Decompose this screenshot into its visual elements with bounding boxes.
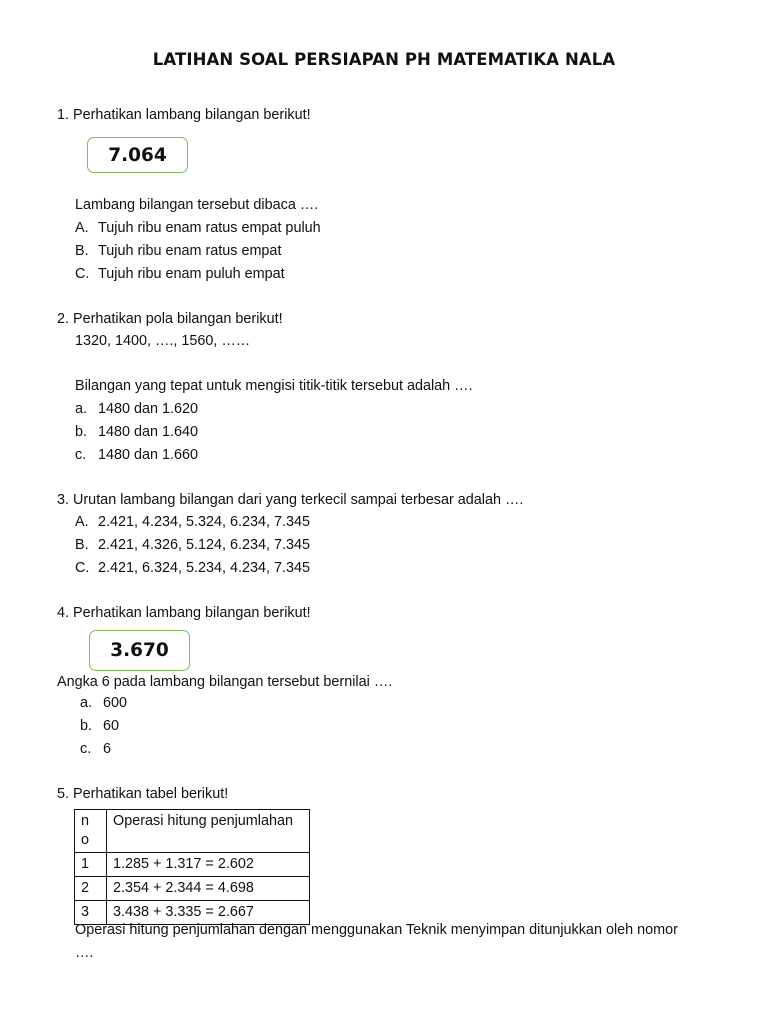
table-cell-op: 3.438 + 3.335 = 2.667 bbox=[107, 901, 310, 925]
option-text: Tujuh ribu enam puluh empat bbox=[98, 266, 285, 282]
q2-question: Bilangan yang tepat untuk mengisi titik-titik tersebut adalah …. bbox=[75, 378, 473, 394]
table-header-row bbox=[75, 810, 310, 853]
addition-table bbox=[74, 809, 310, 925]
option-text: Tujuh ribu enam ratus empat puluh bbox=[98, 220, 321, 236]
table-header-no bbox=[75, 810, 107, 853]
q2-option-a[interactable] bbox=[75, 400, 198, 418]
q4-question: Angka 6 pada lambang bilangan tersebut bernilai …. bbox=[57, 674, 393, 690]
q4-option-b[interactable] bbox=[80, 717, 119, 735]
option-text: 1480 dan 1.620 bbox=[98, 401, 199, 417]
header-no-line2: o bbox=[81, 832, 90, 848]
table-cell-op: 2.354 + 2.344 = 4.698 bbox=[107, 877, 310, 901]
table-cell-no: 2 bbox=[75, 877, 107, 901]
option-text: 60 bbox=[103, 718, 120, 734]
option-text: 1480 dan 1.640 bbox=[98, 424, 199, 440]
option-letter: b. bbox=[75, 424, 88, 440]
option-letter: C. bbox=[75, 560, 90, 576]
q2-stem: 2. Perhatikan pola bilangan berikut! bbox=[57, 311, 283, 327]
option-text: 1480 dan 1.660 bbox=[98, 447, 199, 463]
q3-option-b[interactable] bbox=[75, 536, 310, 554]
option-text: Tujuh ribu enam ratus empat bbox=[98, 243, 282, 259]
option-letter: B. bbox=[75, 537, 89, 553]
option-text: 2.421, 6.324, 5.234, 4.234, 7.345 bbox=[98, 560, 311, 576]
option-text: 600 bbox=[103, 695, 128, 711]
option-letter: a. bbox=[75, 401, 88, 417]
q5-question-line1: Operasi hitung penjumlahan dengan menggunakan Teknik menyimpan ditunjukkan oleh nomor bbox=[75, 922, 678, 938]
page-title: LATIHAN SOAL PERSIAPAN PH MATEMATIKA NALA bbox=[152, 50, 616, 69]
option-letter: B. bbox=[75, 243, 89, 259]
option-letter: C. bbox=[75, 266, 90, 282]
option-letter: A. bbox=[75, 514, 89, 530]
option-letter: c. bbox=[75, 447, 87, 463]
q1-option-c[interactable] bbox=[75, 265, 285, 283]
table-cell-no: 3 bbox=[75, 901, 107, 925]
option-letter: c. bbox=[80, 741, 92, 757]
option-letter: A. bbox=[75, 220, 89, 236]
table-cell-op: 1.285 + 1.317 = 2.602 bbox=[107, 853, 310, 877]
table-row bbox=[75, 853, 310, 877]
table-cell-no: 1 bbox=[75, 853, 107, 877]
q1-question: Lambang bilangan tersebut dibaca …. bbox=[75, 197, 319, 213]
q4-number-box: 3.670 bbox=[89, 630, 190, 671]
q1-option-a[interactable] bbox=[75, 219, 321, 237]
table-row bbox=[75, 877, 310, 901]
q5-question-line2: …. bbox=[75, 945, 94, 961]
option-text: 6 bbox=[103, 741, 112, 757]
q1-number-box: 7.064 bbox=[87, 137, 188, 173]
q2-option-b[interactable] bbox=[75, 423, 198, 441]
q1-option-b[interactable] bbox=[75, 242, 281, 260]
q3-option-a[interactable] bbox=[75, 513, 310, 531]
q2-pattern: 1320, 1400, …., 1560, …… bbox=[75, 333, 251, 349]
q4-option-a[interactable] bbox=[80, 694, 127, 712]
q3-option-c[interactable] bbox=[75, 559, 310, 577]
option-text: 2.421, 4.234, 5.324, 6.234, 7.345 bbox=[98, 514, 311, 530]
q3-stem: 3. Urutan lambang bilangan dari yang terkecil sampai terbesar adalah …. bbox=[57, 492, 524, 508]
q4-stem: 4. Perhatikan lambang bilangan berikut! bbox=[57, 605, 311, 621]
header-no-line1: n bbox=[81, 813, 90, 829]
q5-stem: 5. Perhatikan tabel berikut! bbox=[57, 786, 229, 802]
option-letter: b. bbox=[80, 718, 93, 734]
option-text: 2.421, 4.326, 5.124, 6.234, 7.345 bbox=[98, 537, 311, 553]
q1-stem: 1. Perhatikan lambang bilangan berikut! bbox=[57, 107, 311, 123]
option-letter: a. bbox=[80, 695, 93, 711]
q2-option-c[interactable] bbox=[75, 446, 198, 464]
q4-option-c[interactable] bbox=[80, 740, 111, 758]
table-header-op: Operasi hitung penjumlahan bbox=[107, 810, 310, 853]
